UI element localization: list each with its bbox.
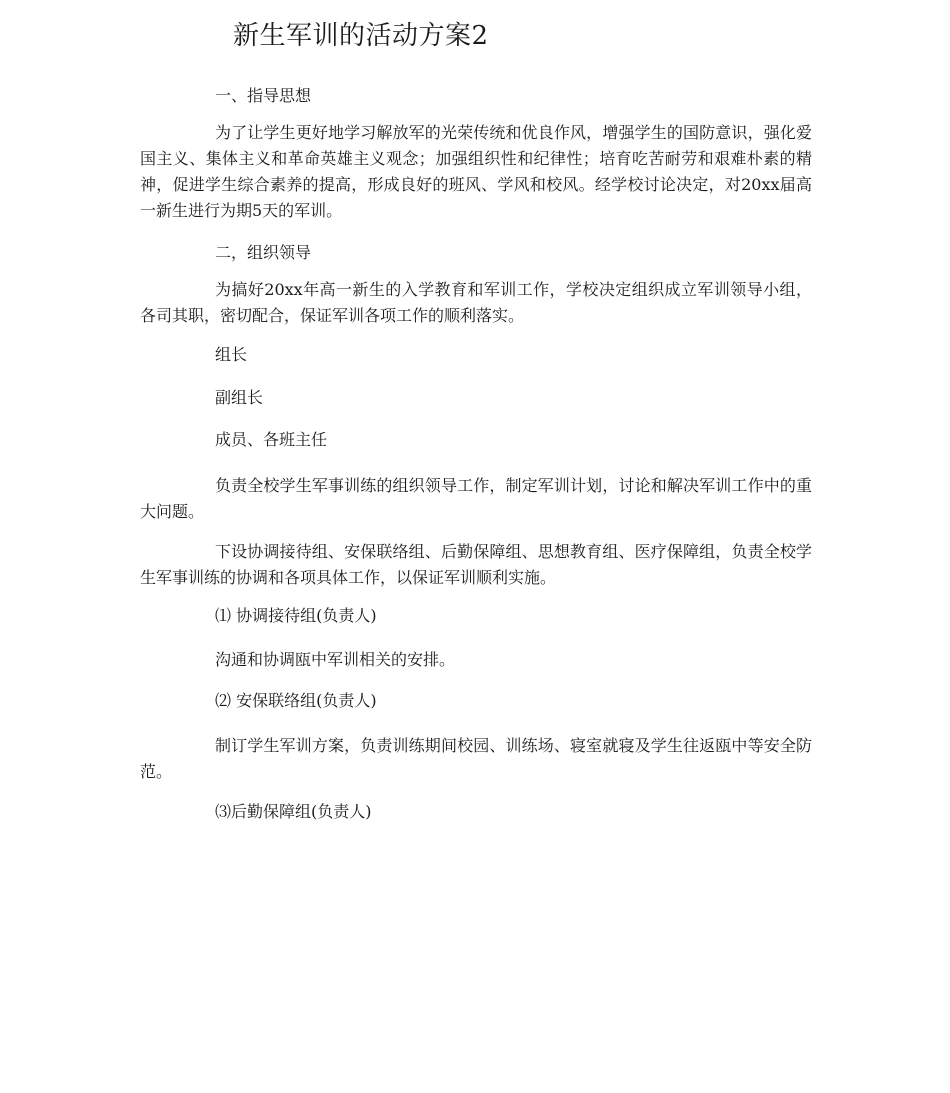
section-heading-guiding-principle: 一、指导思想 (215, 86, 312, 105)
organization-paragraph: 为搞好20xx年高一新生的入学教育和军训工作，学校决定组织成立军训领导小组，各司其职，密切配合，保证军训各项工作的顺利落实。 (140, 280, 812, 325)
section-heading-organization: 二，组织领导 (215, 243, 312, 262)
subgroups-paragraph: 下设协调接待组、安保联络组、后勤保障组、思想教育组、医疗保障组，负责全校学生军事训练的协调和各项具体工作，以保证军训顺利实施。 (140, 542, 812, 587)
guiding-principle-paragraph: 为了让学生更好地学习解放军的光荣传统和优良作风，增强学生的国防意识，强化爱国主义、集体主义和革命英雄主义观念；加强组织性和纪律性；培育吃苦耐劳和艰难朴素的精神，促进学生综合素养的提高，形成良好的班风、学风和校风。经学校讨论决定，对20xx届高一新生进行为期5天的军训。 (140, 123, 812, 220)
group3-title: ⑶后勤保障组(负责人) (215, 802, 372, 821)
group2-description: 制订学生军训方案，负责训练期间校园、训练场、寝室就寝及学生往返瓯中等安全防范。 (140, 736, 812, 781)
group1-description: 沟通和协调瓯中军训相关的安排。 (215, 650, 456, 669)
deputy-leader-line: 副组长 (215, 388, 264, 407)
document-title: 新生军训的活动方案2 (233, 21, 489, 51)
duty-paragraph: 负责全校学生军事训练的组织领导工作，制定军训计划，讨论和解决军训工作中的重大问题。 (140, 476, 812, 521)
members-line: 成员、各班主任 (215, 430, 328, 449)
group2-title: ⑵ 安保联络组(负责人) (215, 691, 377, 710)
group1-title: ⑴ 协调接待组(负责人) (215, 606, 377, 625)
leader-line: 组长 (215, 345, 248, 364)
